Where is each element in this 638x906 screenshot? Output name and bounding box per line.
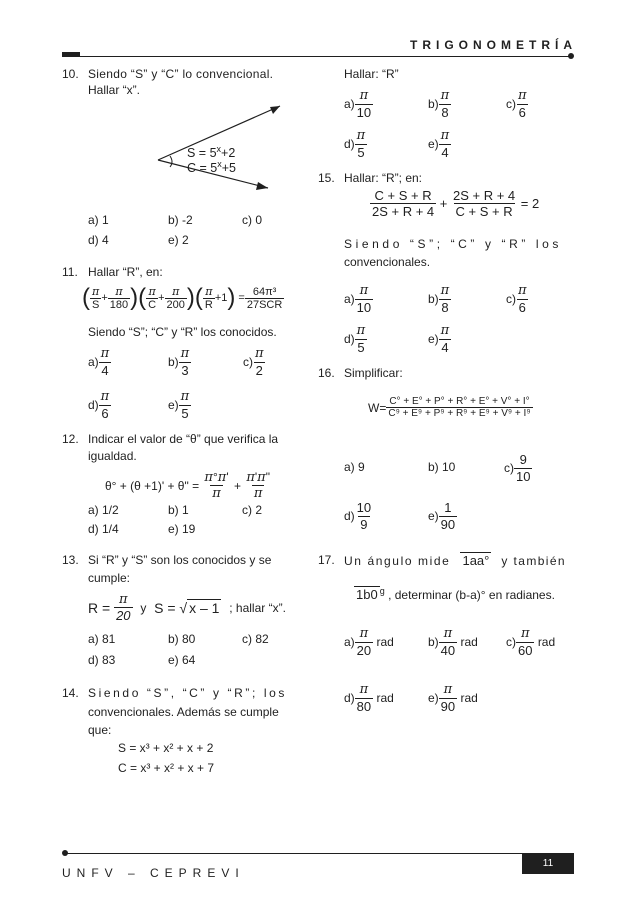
q14-text-2: convencionales. Además se cumple <box>88 705 279 719</box>
header-title: TRIGONOMETRÍA <box>410 38 577 52</box>
q11-opt-b-label: b) <box>168 354 179 369</box>
q10-opt-a: a) 1 <box>88 213 109 227</box>
q11-number: 11. <box>62 265 78 279</box>
footer-page-box <box>522 854 574 874</box>
q10-s-equation: $S = 5^x+2$ <box>187 144 236 161</box>
q12-number: 12. <box>62 432 79 446</box>
q12-opt-e: e) 19 <box>168 522 196 536</box>
q15-opt-c-label: c) <box>506 291 516 306</box>
q11-options: a) $\frac{\pi}{4}$ b) $\frac{\pi}{3}$ c) $\frac{\pi}{2}$ d) $\frac{\pi}{6}$ e) $\frac{\pi}{5}$ <box>88 346 264 422</box>
q17-opt-a-label: a) <box>344 635 355 650</box>
q17-angle-1: 1aa° <box>462 553 490 568</box>
q16-opt-d-den: 9 <box>360 517 368 533</box>
q17-options: a) $\frac{\pi}{20}$ rad b) $\frac{\pi}{40}$ rad c) $\frac{\pi}{60}$ rad d) $\frac{\pi}{80}$ rad e) $\frac{\pi}{90}$ rad <box>344 626 556 715</box>
q11-text: Hallar “R”, en: <box>88 265 163 279</box>
q12-text-2: igualdad. <box>88 449 137 463</box>
q16-opt-d-num: 10 <box>356 500 372 515</box>
q15-equation: $\frac{C + S + R}{2S + R + 4}$ + $\frac{2S + R + 4}{C + S + R}$ = 2 <box>372 188 540 219</box>
q11-after-text: Siendo “S”; “C” y “R” los conocidos. <box>88 325 277 339</box>
q11-opt-d-label: d) <box>88 397 99 412</box>
q13-opt-b: b) 80 <box>168 632 196 646</box>
header-rule <box>62 56 572 57</box>
q15-opt-c-den: 6 <box>518 300 526 316</box>
q14-text-1: Siendo “S”, “C” y “R”; los <box>88 686 287 700</box>
q13-opt-d: d) 83 <box>88 653 116 667</box>
q15-after-1: Siendo “S”; “C” y “R” los <box>344 237 563 251</box>
q15-f2-den: C + S + R <box>455 204 513 219</box>
q10-opt-b: b) -2 <box>168 213 193 227</box>
q15-opt-d-label: d) <box>344 331 355 346</box>
q17-opt-b-den: 40 <box>440 643 456 659</box>
header-dot <box>568 53 574 59</box>
q15-text: Hallar: “R”; en: <box>344 171 423 185</box>
q17-line-1 <box>344 553 566 569</box>
q15-after-2: convencionales. <box>344 255 431 269</box>
q17-text-2: , determinar (b-a)° en radianes. <box>388 588 555 602</box>
q10-c-equation: $C = 5^x+5$ <box>187 159 236 176</box>
q10-opt-d: d) 4 <box>88 233 109 247</box>
q15-opt-a-label: a) <box>344 291 355 306</box>
q16-opt-d <box>344 500 373 534</box>
q14-text-3: que: <box>88 723 112 737</box>
q11-opt-a-label: a) <box>88 354 99 369</box>
q12-equation: θ° + (θ +1)' + θ" = $\frac{\pi^\circ\pi'}{\pi}$ + $\frac{\pi'\pi"}{\pi}$ <box>105 470 270 501</box>
q17-text-1: Un ángulo mide <box>344 554 451 568</box>
q16-opt-c-num: 9 <box>519 452 527 467</box>
rt-opt-d-den: 5 <box>357 145 365 161</box>
q13-tail: ; hallar “x”. <box>229 600 286 615</box>
q17-opt-e-den: 90 <box>440 699 456 715</box>
q11-opt-c-den: 2 <box>255 363 263 379</box>
rt-opt-b-den: 8 <box>441 105 449 121</box>
q12-opt-c: c) 2 <box>242 503 263 517</box>
q16-equation <box>368 396 533 419</box>
q15-opt-b-label: b) <box>428 291 439 306</box>
q16-text: Simplificar: <box>344 366 403 380</box>
q17-opt-e-unit: rad <box>460 691 478 706</box>
q15-number: 15. <box>318 171 335 185</box>
rt-text: Hallar: “R” <box>344 67 399 81</box>
q13-number: 13. <box>62 553 79 567</box>
q17-opt-c-label: c) <box>506 635 516 650</box>
q16-number: 16. <box>318 366 335 380</box>
q15-f1-num: C + S + R <box>374 188 432 203</box>
q12-opt-b: b) 1 <box>168 503 189 517</box>
q16-w-den: C⁹ + E⁹ + P⁹ + R⁹ + E⁹ + V⁹ + I⁹ <box>388 408 531 419</box>
q17-opt-c-den: 60 <box>518 643 533 659</box>
q15-opt-d-den: 5 <box>357 340 365 356</box>
q17-number: 17. <box>318 553 335 567</box>
q16-opt-e <box>428 500 457 534</box>
q17-line-2 <box>354 586 555 603</box>
footer-rule <box>64 853 574 854</box>
q11-opt-a-den: 4 <box>101 363 109 379</box>
q11-rhs-numerator: 64π³ <box>252 285 277 298</box>
q14-c-equation: C = x³ + x² + x + 7 <box>118 761 215 775</box>
rt-opt-c-den: 6 <box>518 105 526 121</box>
q16-opt-b: b) 10 <box>428 460 456 474</box>
rt-opt-e-den: 4 <box>441 145 449 161</box>
q10-opt-e: e) 2 <box>168 233 189 247</box>
q16-opt-d-label: d) <box>344 509 355 524</box>
q11-opt-c-label: c) <box>243 354 253 369</box>
q13-text-1: Si “R” y “S” son los conocidos y se <box>88 553 272 567</box>
q17-angle-2-sup: g <box>379 586 385 596</box>
q14-s-equation: S = x³ + x² + x + 2 <box>118 741 214 755</box>
q15-opt-e-den: 4 <box>441 340 449 356</box>
rt-opt-a-label: a) <box>344 96 355 111</box>
q17-opt-c-unit: rad <box>537 635 556 650</box>
q17-opt-e-label: e) <box>428 691 439 706</box>
q11-opt-b-den: 3 <box>181 363 189 379</box>
q15-f1-den: 2S + R + 4 <box>372 204 435 219</box>
q10-text-2: Hallar “x”. <box>88 83 141 97</box>
rt-opt-a-den: 10 <box>356 105 372 121</box>
q11-opt-e-den: 5 <box>181 406 189 422</box>
q10-opt-c: c) 0 <box>242 213 263 227</box>
q17-opt-d-unit: rad <box>376 691 394 706</box>
q11-rhs-denominator: 27SCR <box>246 298 283 311</box>
q10-text-1: Siendo “S” y “C” lo convencional. <box>88 67 274 81</box>
q16-opt-e-num: 1 <box>444 500 452 515</box>
rt-opt-c-label: c) <box>506 96 516 111</box>
q16-opt-e-label: e) <box>428 509 439 524</box>
q16-w-num: C° + E° + P° + R° + E° + V° + I° <box>389 396 530 407</box>
q13-opt-c: c) 82 <box>242 632 269 646</box>
q17-opt-b-unit: rad <box>460 635 478 650</box>
q17-opt-b-label: b) <box>428 635 439 650</box>
q16-opt-c-den: 10 <box>516 469 531 485</box>
q12-opt-a: a) 1/2 <box>88 503 119 517</box>
q13-opt-e: e) 64 <box>168 653 196 667</box>
q16-opt-a: a) 9 <box>344 460 365 474</box>
q17-text-1b: y también <box>501 554 567 568</box>
q17-opt-d-den: 80 <box>356 699 372 715</box>
q15-f2-num: 2S + R + 4 <box>452 188 516 203</box>
q11-opt-d-den: 6 <box>101 406 109 422</box>
rt-options: a) $\frac{\pi}{10}$ b) $\frac{\pi}{8}$ c) $\frac{\pi}{6}$ d) $\frac{\pi}{5}$ e) $\frac{\pi}{4}$ <box>344 88 527 161</box>
q16-w: W= <box>368 400 387 415</box>
q13-opt-a: a) 81 <box>88 632 116 646</box>
q17-angle-2: 1b0 <box>356 587 378 602</box>
q15-opt-b-den: 8 <box>441 300 449 316</box>
q15-rhs: = 2 <box>520 196 540 211</box>
q12-opt-d: d) 1/4 <box>88 522 119 536</box>
q10-number: 10. <box>62 67 79 81</box>
q11-opt-e-label: e) <box>168 397 179 412</box>
rt-opt-d-label: d) <box>344 136 355 151</box>
q16-opt-c <box>504 452 532 486</box>
q12-text-1: Indicar el valor de “θ” que verifica la <box>88 432 279 446</box>
q13-text-2: cumple: <box>88 571 131 585</box>
q16-opt-c-label: c) <box>504 461 514 476</box>
q17-opt-d-label: d) <box>344 691 355 706</box>
q16-opt-e-den: 90 <box>440 517 456 533</box>
q11-equation: ( $\frac{\pi}{S}$ + $\frac{\pi}{180}$ )( $\frac{\pi}{C}$ + $\frac{\pi}{200}$ )( $\frac{\pi}{R}$ +1 ) = $\frac{\text{64π³}}{\text{27SCR}}$ <box>82 284 283 311</box>
rt-opt-b-label: b) <box>428 96 439 111</box>
q12-eq-lhs: θ° + (θ +1)' + θ" = <box>105 478 200 493</box>
q15-options: a) $\frac{\pi}{10}$ b) $\frac{\pi}{8}$ c) $\frac{\pi}{6}$ d) $\frac{\pi}{5}$ e) $\frac{\pi}{4}$ <box>344 283 527 356</box>
q15-opt-a-den: 10 <box>356 300 372 316</box>
q14-number: 14. <box>62 686 79 700</box>
footer-page-number: 11 <box>542 858 554 869</box>
q17-opt-a-den: 20 <box>356 643 372 659</box>
footer-left: UNFV – CEPREVI <box>62 866 245 880</box>
q17-opt-a-unit: rad <box>376 635 394 650</box>
q13-equation: R = $\frac{\pi}{20}$ y S = √ x – 1 ; hallar “x”. <box>88 592 286 623</box>
q15-opt-e-label: e) <box>428 331 439 346</box>
rt-opt-e-label: e) <box>428 136 439 151</box>
